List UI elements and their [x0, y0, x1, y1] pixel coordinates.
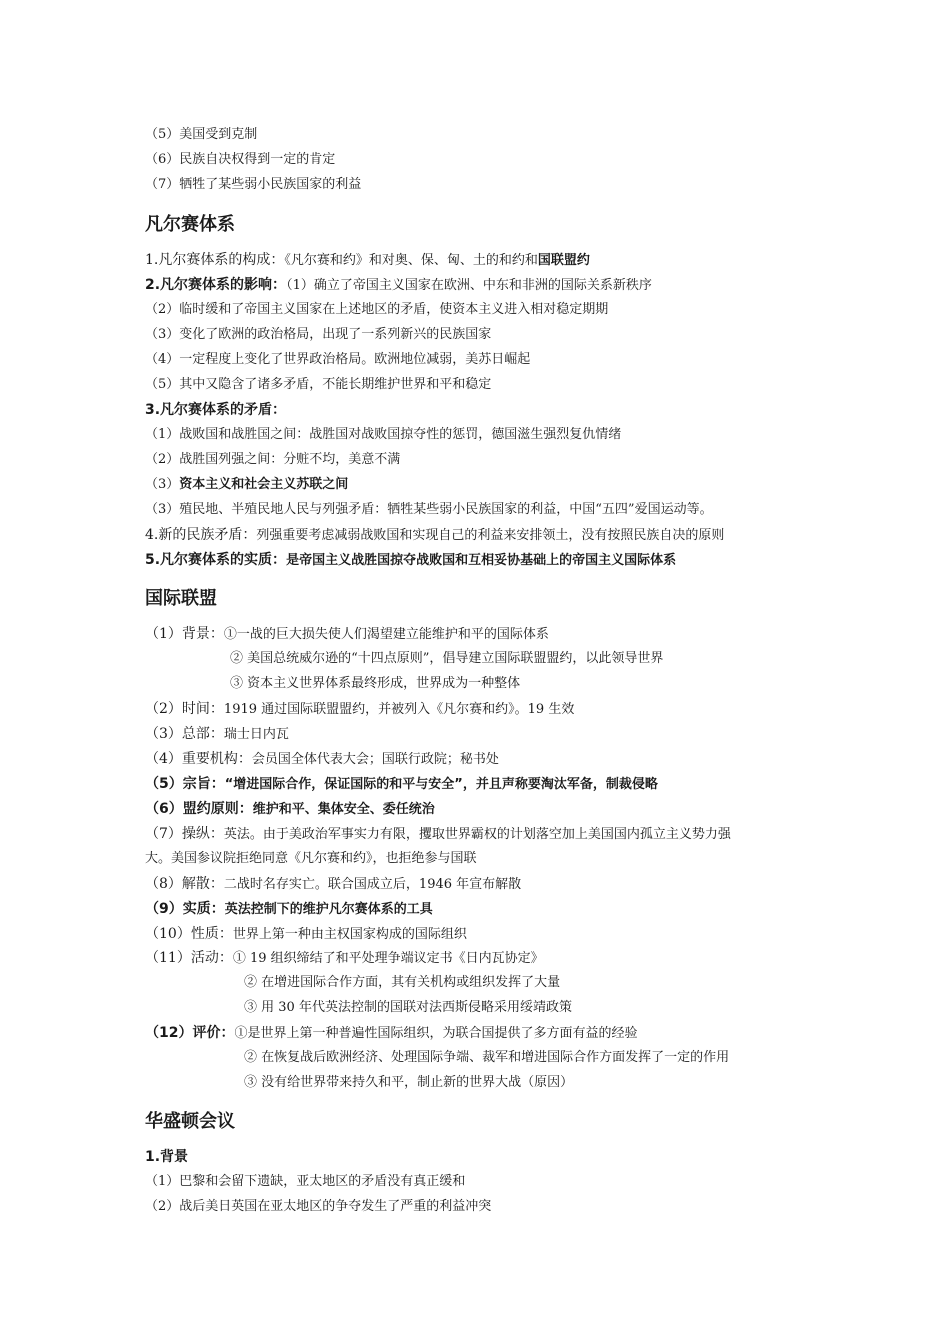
text-line: （5）其中又隐含了诸多矛盾，不能长期维护世界和平和稳定 — [145, 377, 492, 392]
text-line — [145, 724, 289, 745]
text-line — [145, 250, 590, 271]
text-line: （7）牺牲了某些弱小民族国家的利益 — [145, 177, 362, 192]
item-label: （8）解散： — [145, 876, 224, 892]
item-label: 5.凡尔赛体系的实质： — [145, 552, 287, 568]
item-label: （4）重要机构： — [145, 751, 252, 767]
item-label: （7）操纵： — [145, 826, 224, 842]
text-line — [145, 924, 467, 945]
text-line — [145, 275, 652, 296]
item-label: 1.背景 — [145, 1149, 189, 1165]
item-label: （2）时间： — [145, 701, 224, 717]
item-label: （12）评价： — [145, 1025, 235, 1041]
text-line: （4）一定程度上变化了世界政治格局。欧洲地位减弱，美苏日崛起 — [145, 352, 531, 367]
item-bold: 英法控制下的维护凡尔赛体系的工具 — [224, 902, 433, 917]
text-line: ③ 用 30 年代英法控制的国联对法西斯侵略采用绥靖政策 — [244, 1000, 572, 1015]
text-line: （2）临时缓和了帝国主义国家在上述地区的矛盾，使资本主义进入相对稳定期期 — [145, 302, 609, 317]
item-bold: 维护和平、集体安全、委任统治 — [252, 802, 435, 817]
text-line: ③ 资本主义世界体系最终形成，世界成为一种整体 — [230, 676, 521, 691]
text-line: ② 在增进国际合作方面，其有关机构或组织发挥了大量 — [244, 975, 561, 990]
text-line: （6）民族自决权得到一定的肯定 — [145, 152, 336, 167]
text-line: （3）殖民地、半殖民地人民与列强矛盾：牺牲某些弱小民族国家的利益，中国“五四”爱国运动等。 — [145, 502, 713, 517]
text-line — [145, 525, 724, 546]
text-line — [145, 799, 435, 820]
text-line — [145, 824, 731, 845]
item-bold: 是帝国主义战胜国掠夺战败国和互相妥协基础上的帝国主义国际体系 — [286, 553, 677, 568]
item-label: 4.新的民族矛盾： — [145, 527, 257, 543]
item-label: （1）背景： — [145, 626, 224, 642]
item-text: ①是世界上第一种普遍性国际组织，为联合国提供了多方面有益的经验 — [234, 1026, 638, 1041]
item-text: ① 19 组织缔结了和平处理争端议定书《日内瓦协定》 — [232, 951, 544, 966]
item-text: 会员国全体代表大会；国联行政院；秘书处 — [251, 752, 499, 767]
item-label: 2.凡尔赛体系的影响： — [145, 277, 287, 293]
section-heading-versailles: 凡尔赛体系 — [145, 214, 235, 235]
text-line — [145, 475, 348, 495]
item-number: （3） — [145, 477, 180, 492]
text-line: ③ 没有给世界带来持久和平，制止新的世界大战（原因） — [244, 1075, 574, 1090]
item-label: 1.凡尔赛体系的构成： — [145, 252, 285, 268]
text-line — [145, 624, 549, 645]
text-line — [145, 550, 676, 571]
text-line: （1）战败国和战胜国之间：战胜国对战败国掠夺性的惩罚，德国滋生强烈复仇情绪 — [145, 427, 622, 442]
item-text: 1919 通过国际联盟盟约，并被列入《凡尔赛和约》。19 生效 — [223, 702, 575, 717]
text-line — [145, 774, 658, 795]
text-line: （5）美国受到克制 — [145, 127, 258, 142]
item-text: ①一战的巨大损失使人们渴望建立能维护和平的国际体系 — [223, 627, 549, 642]
item-label: （9）实质： — [145, 901, 225, 917]
text-line: （2）战后美日英国在亚太地区的争夺发生了严重的利益冲突 — [145, 1199, 492, 1214]
section-heading-washington: 华盛顿会议 — [145, 1111, 235, 1132]
text-line: ② 在恢复战后欧洲经济、处理国际争端、裁军和增进国际合作方面发挥了一定的作用 — [244, 1050, 730, 1065]
item-label: （11）活动： — [145, 950, 233, 966]
text-line — [145, 1023, 638, 1044]
item-label: （10）性质： — [145, 926, 233, 942]
item-text: （1）确立了帝国主义国家在欧洲、中东和非洲的国际关系新秩序 — [286, 278, 652, 293]
item-label: 3.凡尔赛体系的矛盾： — [145, 402, 287, 418]
item-bold: 资本主义和社会主义苏联之间 — [179, 477, 349, 492]
text-line: （1）巴黎和会留下遗缺，亚太地区的矛盾没有真正缓和 — [145, 1174, 466, 1189]
text-line: （3）变化了欧洲的政治格局，出现了一系列新兴的民族国家 — [145, 327, 492, 342]
text-line: （2）战胜国列强之间：分赃不均，美意不满 — [145, 452, 401, 467]
text-line: 大。美国参议院拒绝同意《凡尔赛和约》，也拒绝参与国联 — [145, 851, 477, 866]
text-line — [145, 749, 499, 770]
item-text: 瑞士日内瓦 — [223, 727, 289, 742]
item-text: 列强重要考虑减弱战败国和实现自己的利益来安排领土，没有按照民族自决的原则 — [256, 528, 725, 543]
item-text: 世界上第一种由主权国家构成的国际组织 — [232, 927, 467, 942]
item-label: （6）盟约原则： — [145, 801, 253, 817]
item-label: （3）总部： — [145, 726, 224, 742]
text-line — [145, 874, 521, 895]
text-line — [145, 948, 544, 969]
item-text: 二战时名存实亡。联合国成立后，1946 年宣布解散 — [223, 877, 522, 892]
section-heading-league: 国际联盟 — [145, 588, 217, 609]
item-bold: “增进国际合作，保证国际的和平与安全”，并且声称要淘汰军备，制裁侵略 — [224, 777, 658, 792]
text-line: ② 美国总统威尔逊的“十四点原则”，倡导建立国际联盟盟约，以此领导世界 — [230, 651, 664, 666]
item-label: （5）宗旨： — [145, 776, 225, 792]
item-text: 《凡尔赛和约》和对奥、保、匈、土的和约和 — [284, 253, 538, 268]
text-line — [145, 899, 433, 920]
item-text: 英法。由于美政治军事实力有限，攫取世界霸权的计划落空加上美国国内孤立主义势力强 — [223, 827, 731, 842]
text-line — [145, 699, 574, 720]
item-bold: 国联盟约 — [537, 253, 590, 268]
